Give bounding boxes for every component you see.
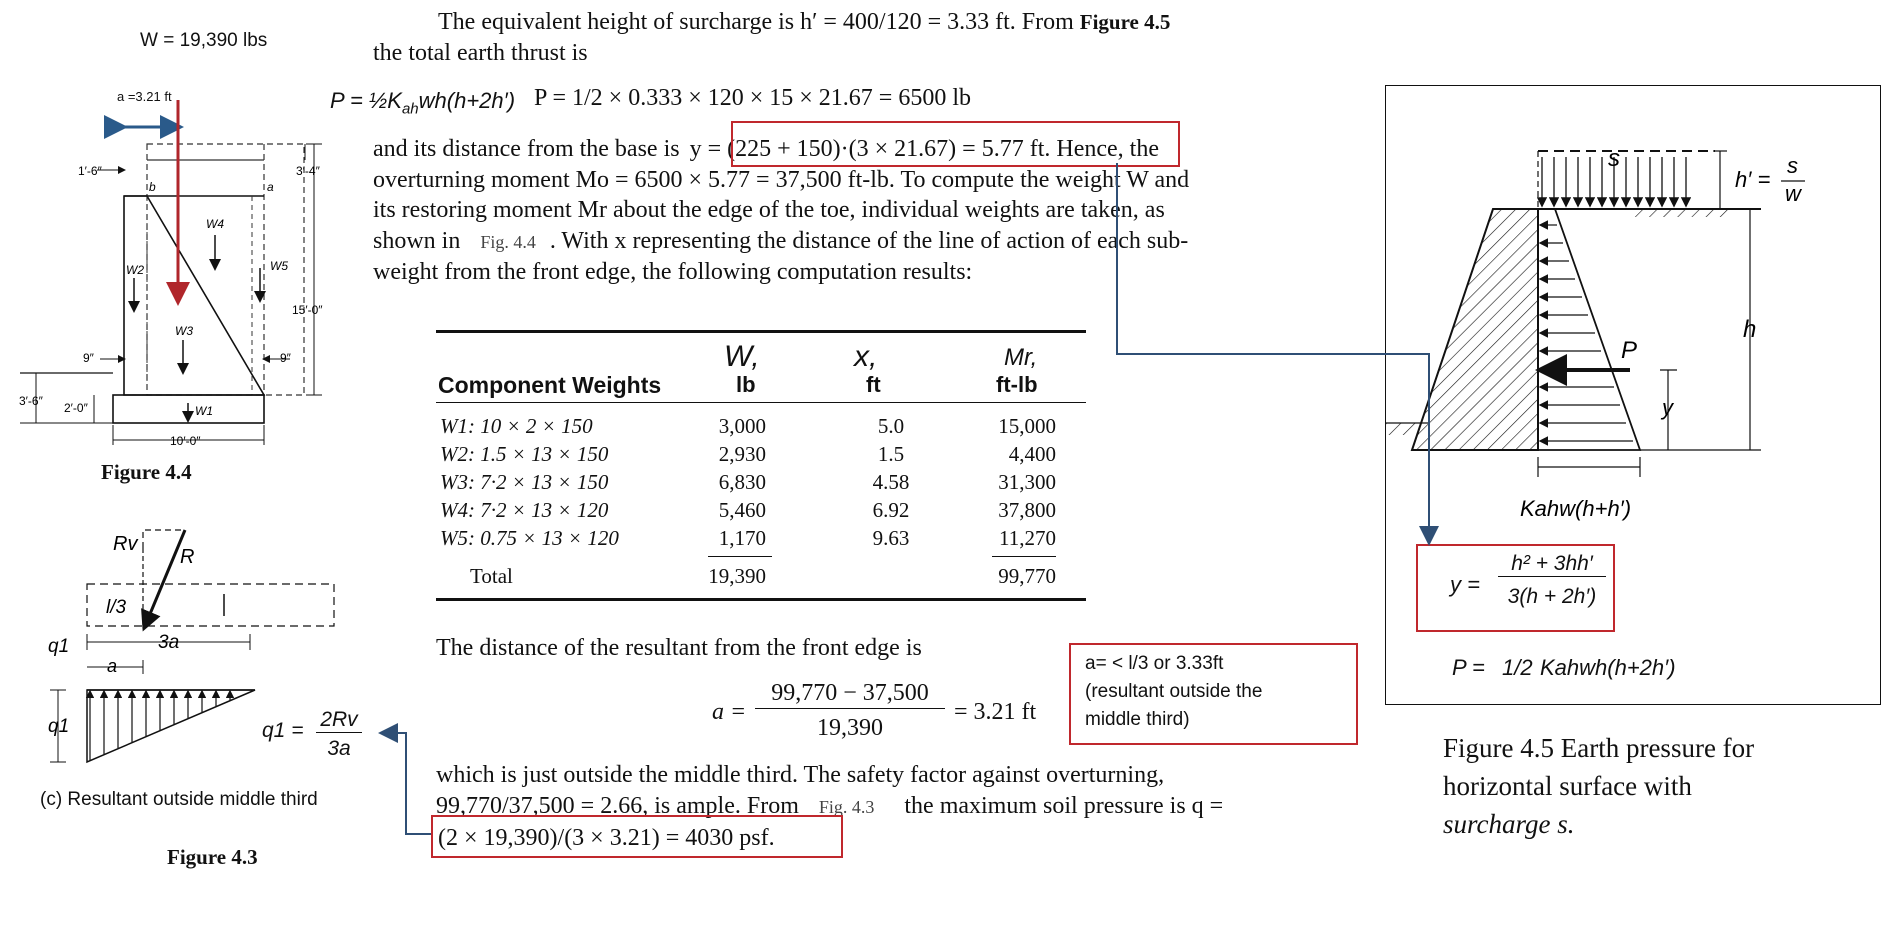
thrust-formula-numeric: P = 1/2 × 0.333 × 120 × 15 × 21.67 = 6500 lb [534,85,972,111]
fig43-q1-side: q1 [48,716,70,737]
q-connector [382,733,431,834]
fig45-h-prime-den: w [1785,181,1801,206]
fig43-subcaption: (c) Resultant outside middle third [40,789,318,810]
fig45-s: s [1608,145,1620,172]
para-line2: overturning moment Mo = 6500 × 5.77 = 37,500 ft-lb. To compute the weight W and [373,167,1190,193]
fig-4-3-ref: Fig. 4.3 [818,797,875,817]
fig43-q1-top: q1 [48,636,70,657]
table-header-mr: Mr, [1004,344,1038,371]
table-header-x: x, [854,340,878,373]
table-total-row: Total 19,390 99,770 [470,564,1056,588]
fig45-p-eq-frac: 1/2 [1502,655,1533,680]
fig45-h-prime: h′ = [1735,167,1771,192]
fig43-q1-eq-num: 2Rv [316,708,362,733]
fig44-dim-4: 9″ [83,351,94,365]
fig43-q1-eq-den: 3a [327,737,351,760]
top-text-line1: The equivalent height of surcharge is h′ = 400/120 = 3.33 ft. From Figure 4.5 [438,9,1171,35]
fig44-w3: W3 [175,324,193,338]
fig44-dim-2: 3′-4″ [296,164,320,178]
fig43-l3: l/3 [106,597,127,618]
table-header-lb: lb [736,372,756,397]
figure-4-5-ref: Figure 4.5 [1079,10,1171,34]
fig44-dim-7: 2′-0″ [64,401,88,415]
table-row: W2: 1.5 × 13 × 150 2,930 1.5 4,400 [440,442,1056,466]
fig43-a: a [107,656,118,676]
table-header-component: Component Weights [438,372,662,398]
fig45-h-prime-num: s [1787,153,1798,178]
fig44-a-label: a =3.21 ft [117,89,172,104]
fig44-dim-8: 10′-0″ [170,434,201,448]
fig44-dim-5: 9″ [280,351,291,365]
para-line1: and its distance from the base is y = (225 + 150)·(3 × 21.67) = 5.77 ft. Hence, the [373,136,1159,162]
fig44-w5: W5 [270,259,288,273]
resultant-rhs: = 3.21 ft [954,699,1037,725]
bottom-para-line1: which is just outside the middle third. The safety factor against overturning, [436,762,1165,788]
resultant-intro: The distance of the resultant from the front edge is [436,635,922,661]
table-row: W4: 7·2 × 13 × 120 5,460 6.92 37,800 [440,498,1056,522]
fig45-y-eq-num: h² + 3hh′ [1498,552,1606,577]
thrust-formula-general: $P = \frac{1}{2}K_{ah}wh(h+2h')$ [330,88,516,118]
fig45-p-eq-rest: Kahwh(h+2h′) [1540,655,1676,680]
table-header-ft: ft [866,372,881,397]
fig43-r: R [180,546,195,568]
fig45-y-eq-lhs: y = [1450,572,1480,597]
resultant-denominator: 19,390 [817,715,883,741]
fig45-p: P [1621,337,1638,364]
fig44-point-a: a [267,180,274,194]
soil-pressure-equation: (2 × 19,390)/(3 × 3.21) = 4030 psf. [438,825,775,851]
fig43-rv: Rv [113,533,138,555]
fig44-w1: W1 [195,404,213,418]
fig43-caption: Figure 4.3 [167,845,258,869]
para-line4: shown in Fig. 4.4 . With x representing the distance of the line of action of each sub- [373,228,1189,254]
fig44-dim-1: 1′-6″ [78,164,102,178]
fig45-caption-line1: Figure 4.5 Earth pressure for [1443,733,1755,763]
table-header-w: W, [724,340,760,373]
note-line1: a= < l/3 or 3.33ft [1085,653,1224,674]
y-distance-equation: y = (225 + 150)·(3 × 21.67) = 5.77 ft [689,136,1045,162]
fig45-p-eq-lhs: P = [1452,655,1485,680]
fig44-w2: W2 [126,263,144,277]
y-connector [1117,163,1429,542]
fig44-caption: Figure 4.4 [101,460,192,484]
fig43-3a: 3a [158,632,180,653]
fig43-q1-eq-lhs: q1 = [262,719,304,742]
table-row: W5: 0.75 × 13 × 120 1,170 9.63 11,270 [440,526,1056,550]
fig45-h: h [1743,316,1757,343]
note-line3: middle third) [1085,709,1190,730]
fig44-weight-label: W = 19,390 lbs [140,30,268,51]
resultant-lhs: a = [712,699,747,725]
fig45-y-eq-den: 3(h + 2h′) [1507,585,1597,608]
resultant-numerator: 99,770 − 37,500 [755,681,945,709]
note-line2: (resultant outside the [1085,681,1263,702]
para-line5: weight from the front edge, the following computation results: [373,259,973,285]
table-row: W1: 10 × 2 × 150 3,000 5.0 15,000 [440,414,1056,438]
fig44-dim-3: 15′-0″ [292,303,323,317]
fig45-caption-line3: surcharge s. [1443,809,1575,839]
table-header-ftlb: ft-lb [996,372,1038,397]
top-text-line2: the total earth thrust is [373,40,588,66]
fig45-caption-line2: horizontal surface with [1443,771,1692,801]
fig45-y: y [1662,395,1673,420]
para-line3: its restoring moment Mr about the edge of the toe, individual weights are taken, as [373,197,1165,223]
fig44-w4: W4 [206,217,224,231]
fig44-dim-6: 3′-6″ [19,394,43,408]
fig45-base-label: Kahw(h+h′) [1520,496,1632,521]
fig44-point-b: b [149,180,156,194]
fig-4-4-ref: Fig. 4.4 [480,232,536,252]
table-row: W3: 7·2 × 13 × 150 6,830 4.58 31,300 [440,470,1056,494]
bottom-para-line2: 99,770/37,500 = 2.66, is ample. From Fig. 4.3 the maximum soil pressure is q = [436,793,1224,819]
